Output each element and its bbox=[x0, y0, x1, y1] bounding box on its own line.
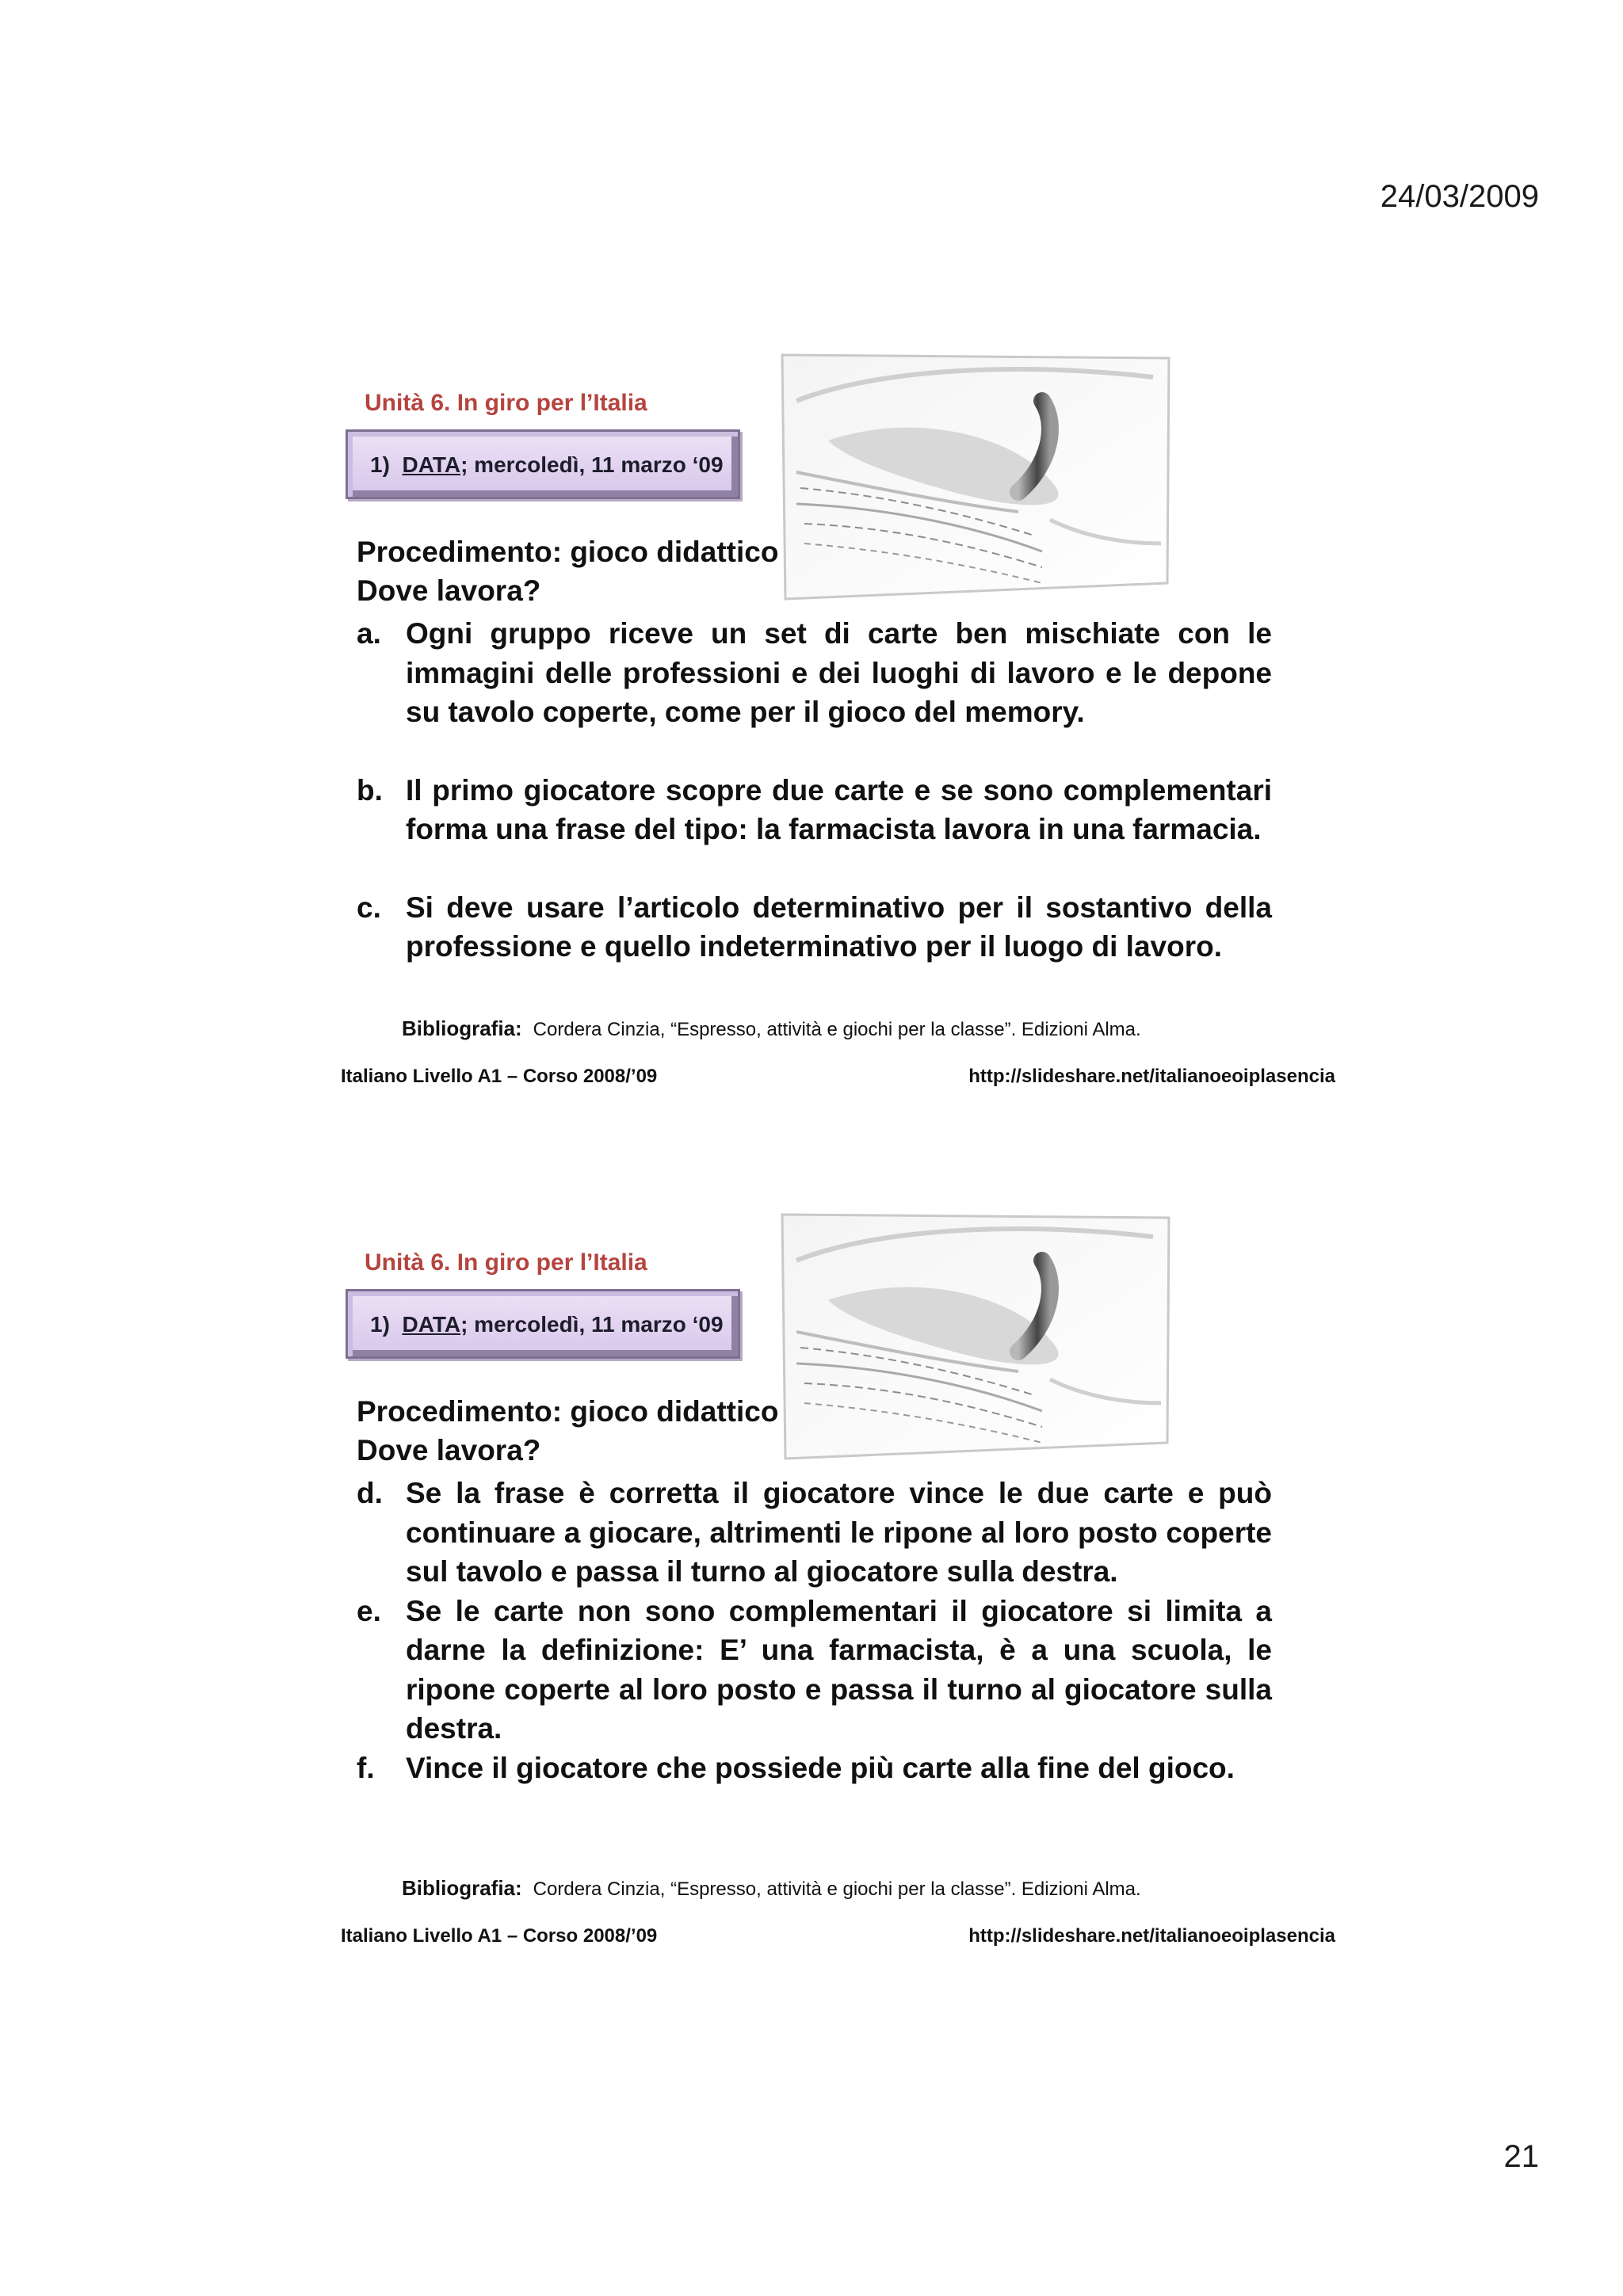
date-box-prefix: 1) bbox=[370, 452, 403, 477]
date-box-value: ; mercoledì, 11 marzo ‘09 bbox=[460, 1312, 724, 1337]
bibliography-label: Bibliografia: bbox=[402, 1876, 522, 1900]
page-number: 21 bbox=[1503, 2139, 1539, 2174]
list-item-text: Se le carte non sono complementari il giocatore si limita a darne la definizione: E’ una farmacista, è a una scuola, le ripone coperte al loro posto e passa il turno al giocatore sulla destra. bbox=[406, 1594, 1272, 1745]
list-item bbox=[357, 1474, 1272, 1592]
list-item-text: Ogni gruppo riceve un set di carte ben mischiate con le immagini delle professioni e dei luoghi di lavoro e le depone su tavolo coperte, come per il gioco del memory. bbox=[406, 617, 1272, 728]
eye-book-image bbox=[781, 1213, 1177, 1463]
bibliography-label: Bibliografia: bbox=[402, 1016, 522, 1040]
question-heading: Dove lavora? bbox=[357, 574, 541, 607]
slide-1 bbox=[341, 349, 1335, 1149]
bibliography-text: Cordera Cinzia, “Espresso, attività e giochi per la classe”. Edizioni Alma. bbox=[533, 1878, 1141, 1900]
course-footer: Italiano Livello A1 – Corso 2008/’09 bbox=[341, 1066, 658, 1087]
list-item-text: Il primo giocatore scopre due carte e se sono complementari forma una frase del tipo: la farmacista lavora in una farmacia. bbox=[406, 773, 1272, 845]
date-box bbox=[346, 1289, 740, 1359]
steps-list bbox=[357, 614, 1272, 967]
procedure-heading: Procedimento: gioco didattico bbox=[357, 536, 779, 568]
date-box-value: ; mercoledì, 11 marzo ‘09 bbox=[460, 452, 724, 477]
bibliography bbox=[402, 1016, 1141, 1041]
steps-list bbox=[357, 1474, 1272, 1787]
list-item-text: Si deve usare l’articolo determinativo per il sostantivo della professione e quello indeterminativo per il luogo di lavoro. bbox=[406, 891, 1272, 963]
list-marker: b. bbox=[357, 773, 383, 807]
list-marker: c. bbox=[357, 891, 381, 924]
list-item-text: Se la frase è corretta il giocatore vince le due carte e può continuare a giocare, altrimenti le ripone al loro posto coperte sul tavolo e passa il turno al giocatore sulla destra. bbox=[406, 1477, 1272, 1588]
list-item-text: Vince il giocatore che possiede più carte alla fine del gioco. bbox=[406, 1751, 1235, 1784]
list-item bbox=[357, 614, 1272, 732]
unit-title: Unità 6. In giro per l’Italia bbox=[365, 390, 647, 416]
bibliography-text: Cordera Cinzia, “Espresso, attività e giochi per la classe”. Edizioni Alma. bbox=[533, 1019, 1141, 1040]
list-marker: d. bbox=[357, 1477, 383, 1509]
date-box-label: DATA bbox=[402, 1312, 461, 1337]
list-item bbox=[357, 1749, 1272, 1788]
list-marker: a. bbox=[357, 617, 381, 650]
bibliography bbox=[402, 1876, 1141, 1901]
date-box bbox=[346, 429, 740, 499]
page-date: 24/03/2009 bbox=[1380, 179, 1539, 214]
unit-title: Unità 6. In giro per l’Italia bbox=[365, 1249, 647, 1276]
date-box-prefix: 1) bbox=[370, 1312, 403, 1337]
course-footer: Italiano Livello A1 – Corso 2008/’09 bbox=[341, 1925, 658, 1947]
date-box-text bbox=[370, 1312, 724, 1337]
eye-book-image bbox=[781, 353, 1177, 603]
slideshare-url[interactable]: http://slideshare.net/italianoeoiplasencia bbox=[968, 1925, 1335, 1947]
slideshare-url[interactable]: http://slideshare.net/italianoeoiplasencia bbox=[968, 1066, 1335, 1087]
question-heading: Dove lavora? bbox=[357, 1434, 541, 1466]
list-item bbox=[357, 771, 1272, 849]
list-item bbox=[357, 1592, 1272, 1749]
list-marker: e. bbox=[357, 1594, 381, 1627]
procedure-heading: Procedimento: gioco didattico bbox=[357, 1395, 779, 1428]
slide-2 bbox=[341, 1208, 1335, 2008]
date-box-text bbox=[370, 452, 724, 478]
date-box-label: DATA bbox=[402, 452, 461, 477]
list-item bbox=[357, 888, 1272, 967]
list-marker: f. bbox=[357, 1751, 375, 1784]
